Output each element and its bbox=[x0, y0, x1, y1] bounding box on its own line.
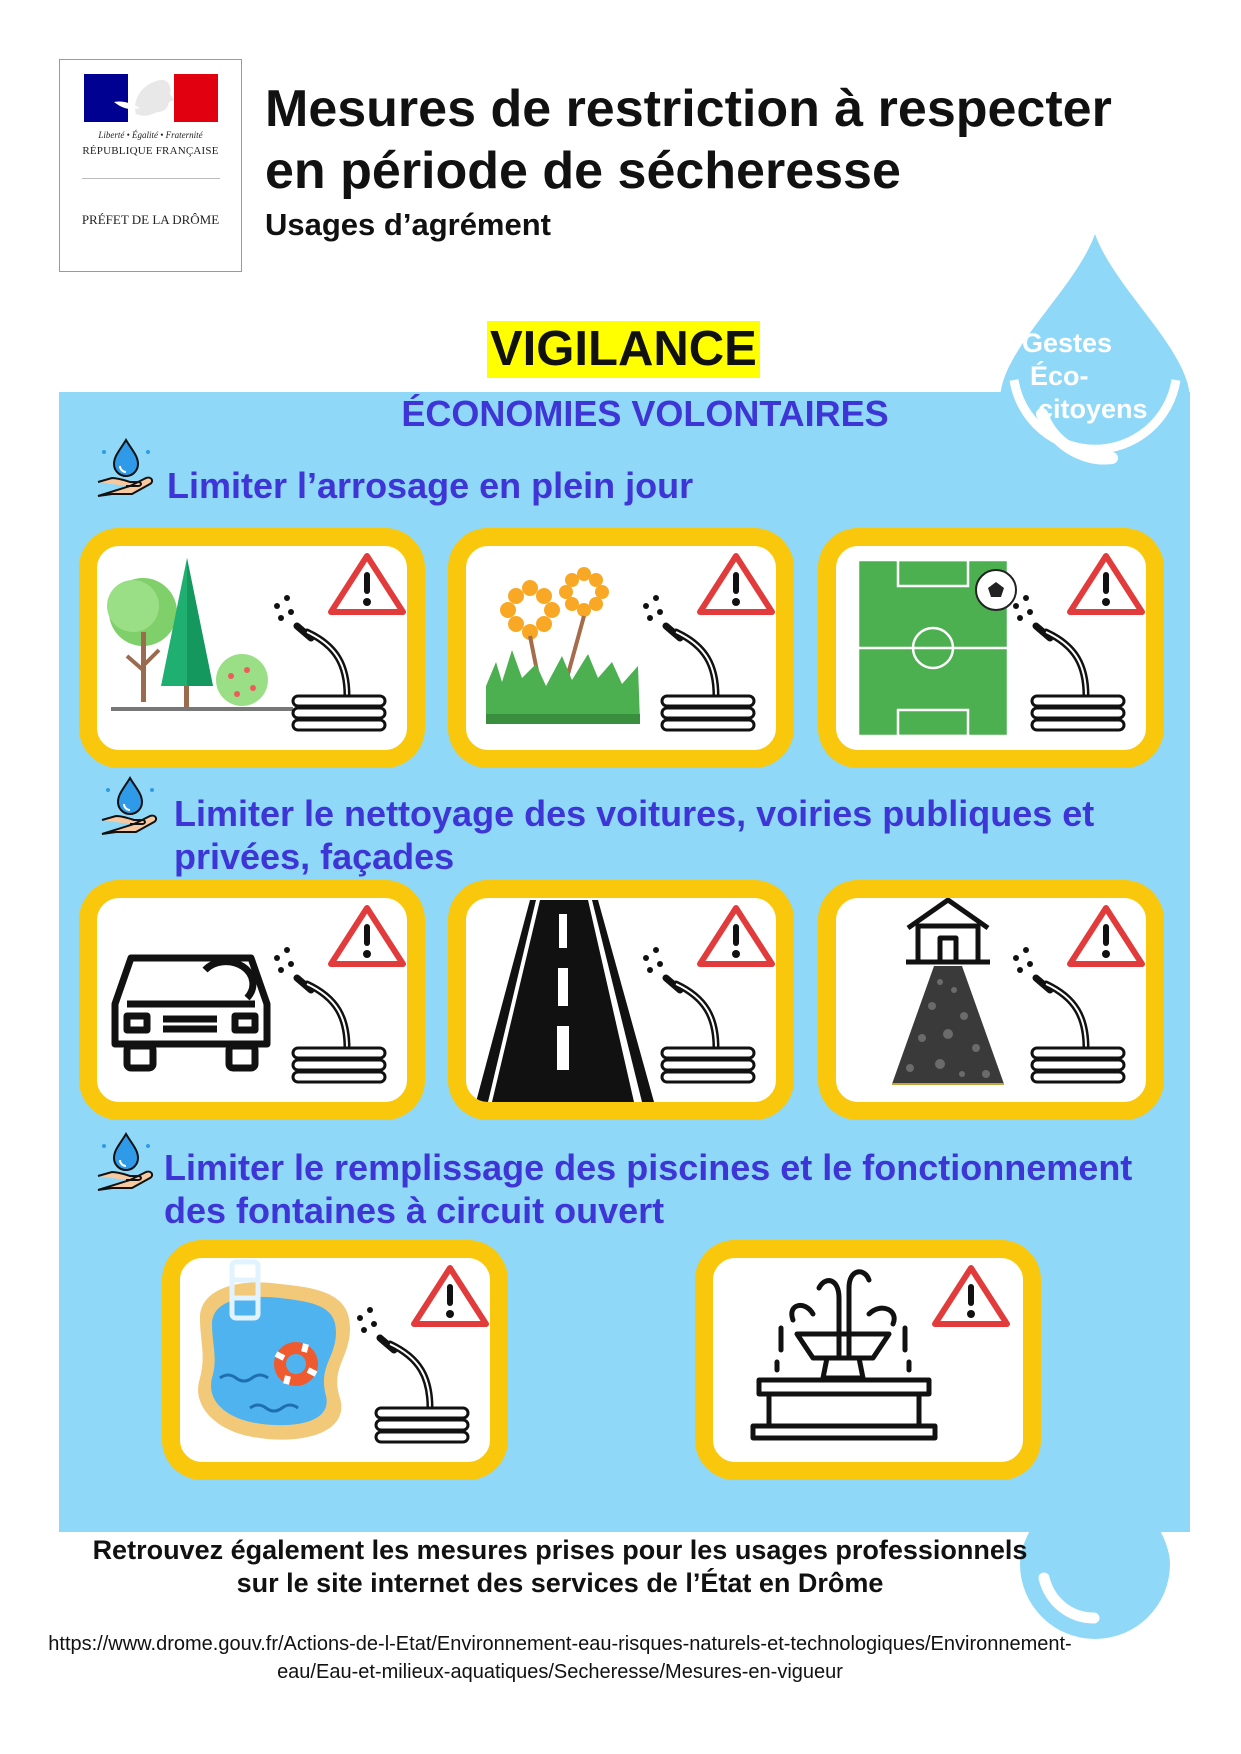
card-swimming-pool bbox=[162, 1240, 508, 1480]
hose-warning-icon bbox=[267, 546, 407, 750]
section-heading-watering: Limiter l’arrosage en plein jour bbox=[167, 465, 694, 506]
logo-prefecture: PRÉFET DE LA DRÔME bbox=[81, 212, 220, 227]
source-url-link[interactable]: https://www.drome.gouv.fr/Actions-de-l-Etat/Environnement-eau-risques-naturels-et-technologiques/Environnement-eau/Eau-et-milieux-aquatiques/Secheresse/Mesures-en-vigueur bbox=[48, 1633, 1072, 1683]
footer-note: Retrouvez également les mesures prises pour les usages professionnels sur le site internet des services de l’État en Drôme bbox=[92, 1535, 1028, 1598]
hose-warning-icon bbox=[636, 546, 776, 750]
panel-heading: ÉCONOMIES VOLONTAIRES bbox=[401, 393, 889, 434]
hose-warning-icon bbox=[350, 1258, 490, 1462]
card-sports-field bbox=[818, 528, 1164, 768]
hose-warning-icon bbox=[636, 898, 776, 1102]
card-fountain bbox=[695, 1240, 1041, 1480]
marianne-flag-icon bbox=[84, 74, 218, 122]
warning-icon bbox=[883, 1258, 1023, 1358]
card-garden-trees bbox=[79, 528, 425, 768]
card-flower-beds bbox=[448, 528, 794, 768]
card-car-washing bbox=[79, 880, 425, 1120]
section-heading-pools: Limiter le remplissage des piscines et le fonctionnement des fontaines à circuit ouvert bbox=[164, 1147, 1133, 1231]
section-heading-cleaning: Limiter le nettoyage des voitures, voiries publiques et privées, façades bbox=[174, 793, 1095, 877]
eco-gestures-label: Gestes Éco- citoyens bbox=[1022, 328, 1148, 424]
water-saving-hand-icon bbox=[94, 1132, 158, 1194]
water-saving-hand-icon bbox=[94, 438, 158, 500]
vigilance-badge: VIGILANCE bbox=[487, 321, 760, 378]
page-subtitle: Usages d’agrément bbox=[265, 207, 551, 242]
page-title: Mesures de restriction à respecter en période de sécheresse bbox=[265, 80, 1112, 200]
card-private-path bbox=[818, 880, 1164, 1120]
logo-motto: Liberté • Égalité • Fraternité bbox=[98, 130, 203, 140]
water-saving-hand-icon bbox=[98, 776, 162, 838]
hose-warning-icon bbox=[1006, 546, 1146, 750]
hose-warning-icon bbox=[267, 898, 407, 1102]
logo-republic: RÉPUBLIQUE FRANÇAISE bbox=[82, 145, 219, 157]
hose-warning-icon bbox=[1006, 898, 1146, 1102]
card-road-cleaning bbox=[448, 880, 794, 1120]
prefecture-logo bbox=[59, 59, 242, 272]
